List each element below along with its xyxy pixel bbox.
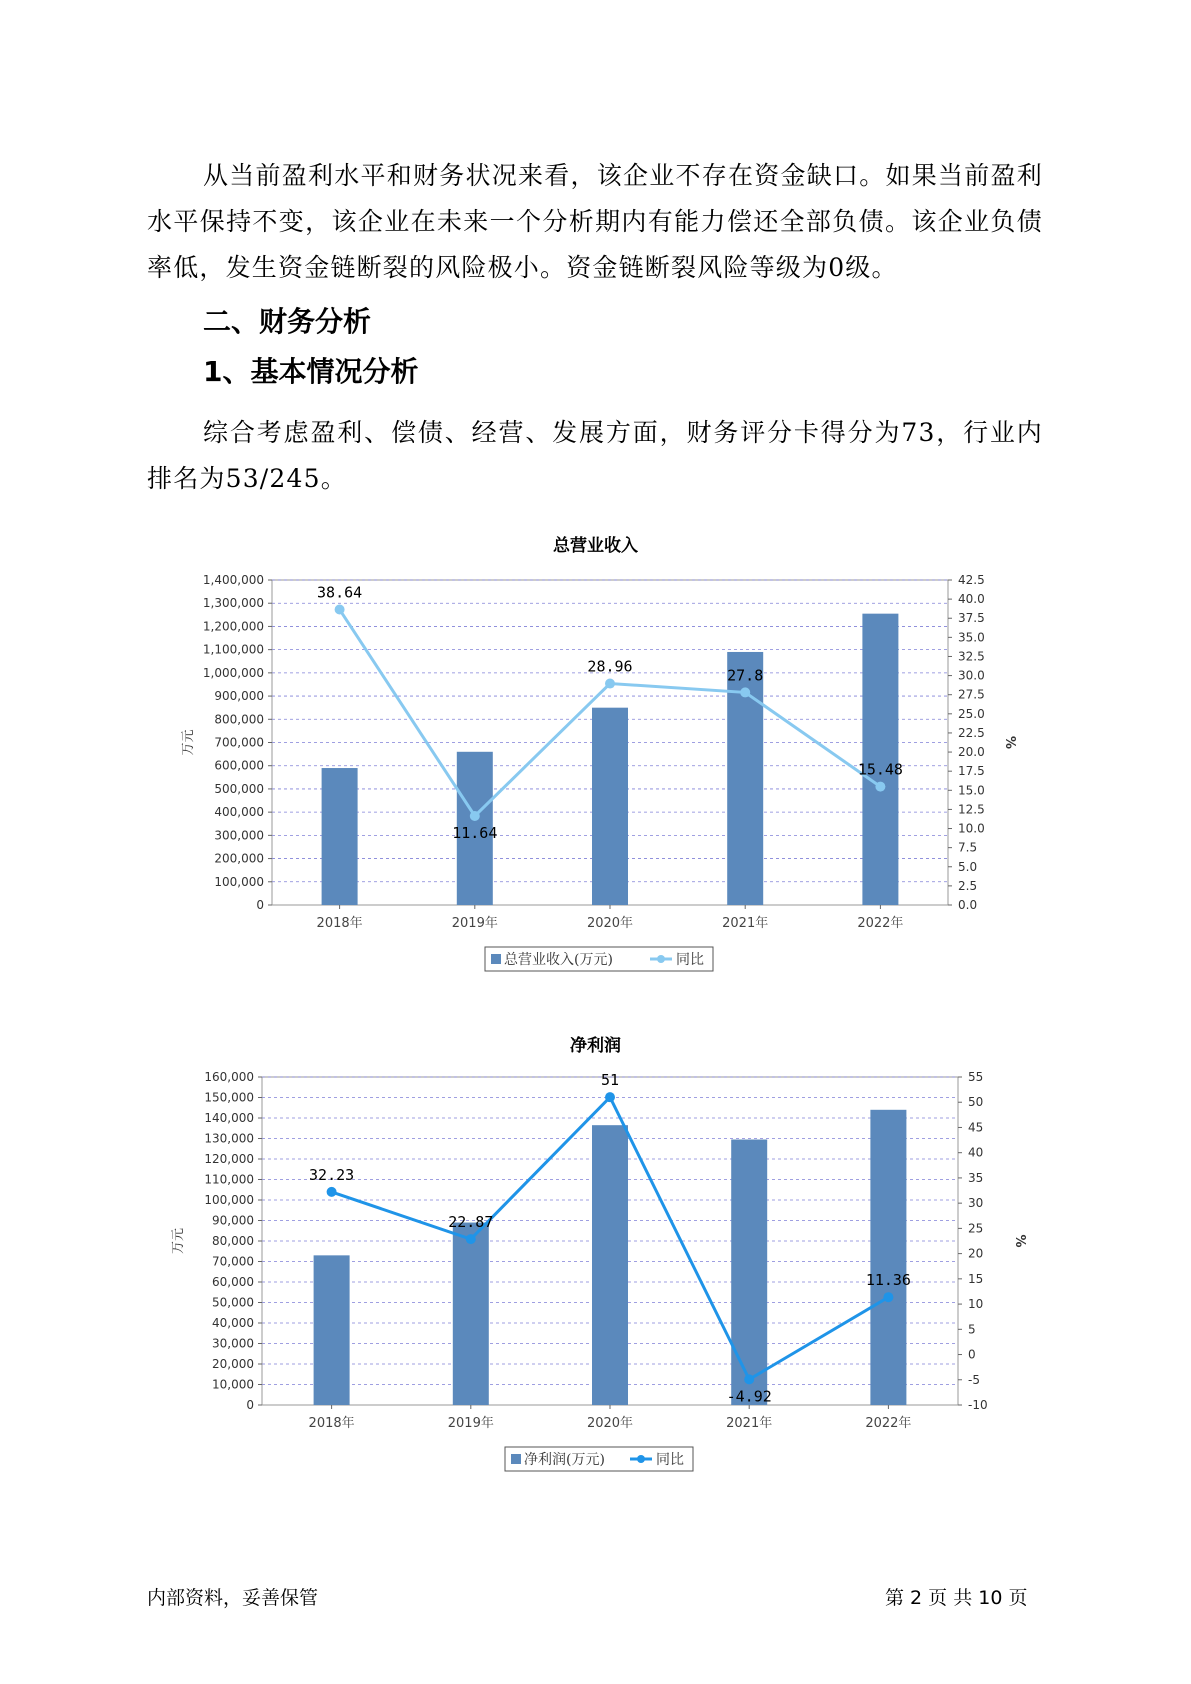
y2-tick-label: -10 bbox=[968, 1398, 988, 1412]
yoy-data-label: 28.96 bbox=[587, 657, 633, 676]
y-tick-label: 100,000 bbox=[204, 1193, 254, 1207]
y-tick-label: 700,000 bbox=[214, 735, 264, 750]
y2-axis-title: % bbox=[1002, 735, 1017, 750]
yoy-data-label: 51 bbox=[600, 1071, 620, 1090]
y2-tick-label: 37.5 bbox=[958, 611, 985, 626]
legend-line-label: 同比 bbox=[656, 1452, 684, 1468]
y2-tick-label: 40 bbox=[968, 1145, 984, 1160]
x-tick-label: 2022年 bbox=[865, 1416, 912, 1431]
y2-axis-title: % bbox=[1012, 1234, 1027, 1248]
y2-tick-label: 42.5 bbox=[958, 573, 985, 587]
y2-tick-label: 10 bbox=[968, 1297, 984, 1312]
y-tick-label: 1,300,000 bbox=[202, 596, 264, 611]
legend-line-marker bbox=[637, 1455, 645, 1463]
yoy-point bbox=[740, 687, 750, 697]
yoy-point bbox=[883, 1292, 893, 1302]
y-tick-label: 1,400,000 bbox=[202, 573, 264, 587]
y2-tick-label: 0 bbox=[968, 1347, 976, 1362]
y2-tick-label: 25.0 bbox=[958, 706, 985, 721]
y2-tick-label: 17.5 bbox=[958, 764, 985, 779]
yoy-data-label: 11.36 bbox=[865, 1271, 911, 1290]
yoy-data-label: 15.48 bbox=[857, 760, 903, 779]
y-tick-label: 200,000 bbox=[214, 851, 264, 866]
y-tick-label: 50,000 bbox=[212, 1295, 254, 1310]
y2-tick-label: 0.0 bbox=[958, 898, 978, 912]
y-tick-label: 140,000 bbox=[204, 1111, 254, 1125]
yoy-data-label: 27.8 bbox=[727, 666, 764, 685]
legend-line-label: 同比 bbox=[676, 952, 704, 968]
y2-tick-label: 15.0 bbox=[958, 783, 985, 798]
yoy-point bbox=[605, 679, 615, 689]
x-tick-label: 2019年 bbox=[451, 916, 498, 931]
y2-tick-label: 55 bbox=[968, 1070, 984, 1084]
y2-tick-label: 35 bbox=[968, 1170, 984, 1185]
y2-tick-label: 20.0 bbox=[958, 745, 985, 760]
y-axis-title: 万元 bbox=[171, 1227, 186, 1255]
x-tick-label: 2018年 bbox=[308, 1416, 355, 1431]
y-tick-label: 20,000 bbox=[212, 1357, 254, 1371]
x-tick-label: 2020年 bbox=[586, 916, 634, 931]
yoy-data-label: -4.92 bbox=[726, 1387, 772, 1406]
y-tick-label: 300,000 bbox=[214, 828, 264, 843]
y2-tick-label: 5.0 bbox=[958, 859, 978, 874]
section-heading-financial-analysis: 二、财务分析 bbox=[203, 305, 372, 338]
y2-tick-label: 2.5 bbox=[958, 878, 978, 893]
x-tick-label: 2018年 bbox=[316, 916, 363, 931]
y2-tick-label: 12.5 bbox=[958, 802, 985, 817]
y2-tick-label: 40.0 bbox=[958, 592, 985, 607]
yoy-data-label: 32.23 bbox=[309, 1165, 355, 1184]
y-tick-label: 10,000 bbox=[212, 1377, 254, 1392]
y2-tick-label: 15 bbox=[968, 1271, 984, 1286]
y2-tick-label: 30.0 bbox=[958, 668, 985, 683]
x-tick-label: 2021年 bbox=[726, 1416, 773, 1431]
y-tick-label: 900,000 bbox=[214, 689, 264, 704]
y2-tick-label: 32.5 bbox=[958, 649, 985, 664]
legend-line-marker bbox=[657, 955, 665, 963]
x-tick-label: 2021年 bbox=[722, 916, 769, 931]
legend-bar-label: 净利润(万元) bbox=[524, 1452, 605, 1468]
y-tick-label: 100,000 bbox=[214, 874, 264, 889]
yoy-data-label: 38.64 bbox=[317, 583, 363, 602]
bar-2018年 bbox=[314, 1255, 350, 1405]
y2-tick-label: 10.0 bbox=[958, 821, 985, 836]
footer-confidential-note: 内部资料，妥善保管 bbox=[147, 1587, 319, 1609]
bar-2022年 bbox=[870, 1110, 906, 1405]
y-tick-label: 80,000 bbox=[212, 1234, 254, 1248]
y-tick-label: 0 bbox=[256, 898, 264, 912]
legend-bar-swatch bbox=[491, 954, 501, 964]
yoy-data-label: 11.64 bbox=[452, 823, 498, 842]
yoy-point bbox=[327, 1187, 337, 1197]
chart-title-net-profit: 净利润 bbox=[570, 1036, 621, 1056]
yoy-data-label: 22.87 bbox=[448, 1213, 494, 1232]
y2-tick-label: 5 bbox=[968, 1322, 976, 1337]
y-tick-label: 70,000 bbox=[212, 1254, 254, 1269]
net-profit-chart bbox=[0, 1065, 1191, 1485]
yoy-point bbox=[335, 605, 345, 615]
x-tick-label: 2022年 bbox=[857, 916, 904, 931]
y-tick-label: 400,000 bbox=[214, 805, 264, 820]
chart-title-revenue: 总营业收入 bbox=[553, 536, 638, 556]
legend-bar-swatch bbox=[511, 1454, 521, 1464]
y-axis-title: 万元 bbox=[181, 729, 196, 756]
y-tick-label: 600,000 bbox=[214, 758, 264, 773]
bar-2019年 bbox=[453, 1223, 489, 1405]
y2-tick-label: 35.0 bbox=[958, 630, 985, 645]
y-tick-label: 110,000 bbox=[204, 1172, 254, 1187]
yoy-point bbox=[744, 1374, 754, 1384]
bar-2022年 bbox=[862, 614, 898, 905]
y2-tick-label: 50 bbox=[968, 1095, 984, 1110]
y-tick-label: 1,200,000 bbox=[202, 619, 264, 634]
y-tick-label: 60,000 bbox=[212, 1275, 254, 1289]
paragraph-score-summary: 综合考虑盈利、偿债、经营、发展方面，财务评分卡得分为73，行业内排名为53/245。 bbox=[147, 418, 1043, 493]
y2-tick-label: 25 bbox=[968, 1221, 984, 1236]
y-tick-label: 120,000 bbox=[204, 1152, 254, 1166]
x-tick-label: 2020年 bbox=[586, 1416, 634, 1431]
revenue-chart bbox=[0, 565, 1191, 985]
y-tick-label: 1,100,000 bbox=[202, 642, 264, 657]
yoy-point bbox=[875, 782, 885, 792]
y-tick-label: 30,000 bbox=[212, 1336, 254, 1351]
y2-tick-label: 30 bbox=[968, 1196, 984, 1211]
y-tick-label: 130,000 bbox=[204, 1131, 254, 1146]
y2-tick-label: 7.5 bbox=[958, 840, 978, 855]
yoy-point bbox=[466, 1234, 476, 1244]
y2-tick-label: 22.5 bbox=[958, 725, 985, 740]
y-tick-label: 90,000 bbox=[212, 1213, 254, 1228]
y-tick-label: 160,000 bbox=[204, 1070, 254, 1084]
yoy-point bbox=[470, 811, 480, 821]
legend-bar-label: 总营业收入(万元) bbox=[504, 952, 613, 968]
bar-2020年 bbox=[592, 708, 628, 905]
y-tick-label: 500,000 bbox=[214, 781, 264, 796]
x-tick-label: 2019年 bbox=[447, 1416, 494, 1431]
y2-tick-label: 45 bbox=[968, 1120, 984, 1135]
y2-tick-label: -5 bbox=[968, 1372, 980, 1387]
y-tick-label: 40,000 bbox=[212, 1316, 254, 1330]
y-tick-label: 800,000 bbox=[214, 712, 264, 727]
yoy-point bbox=[605, 1092, 615, 1102]
y-tick-label: 0 bbox=[246, 1398, 254, 1412]
footer-page-number: 第 2 页 共 10 页 bbox=[885, 1587, 1028, 1609]
bar-2018年 bbox=[322, 768, 358, 905]
y-tick-label: 150,000 bbox=[204, 1090, 254, 1105]
y-tick-label: 1,000,000 bbox=[202, 665, 264, 680]
y2-tick-label: 27.5 bbox=[958, 687, 985, 702]
y2-tick-label: 20 bbox=[968, 1246, 984, 1261]
bar-2021年 bbox=[731, 1140, 767, 1405]
paragraph-cash-gap: 从当前盈利水平和财务状况来看，该企业不存在资金缺口。如果当前盈利水平保持不变，该企业在未来一个分析期内有能力偿还全部负债。该企业负债率低，发生资金链断裂的风险极小。资金链断裂风险等级为0级。 bbox=[147, 161, 1043, 282]
bar-2020年 bbox=[592, 1125, 628, 1405]
subsection-heading-basic-analysis: 1、基本情况分析 bbox=[203, 355, 419, 388]
